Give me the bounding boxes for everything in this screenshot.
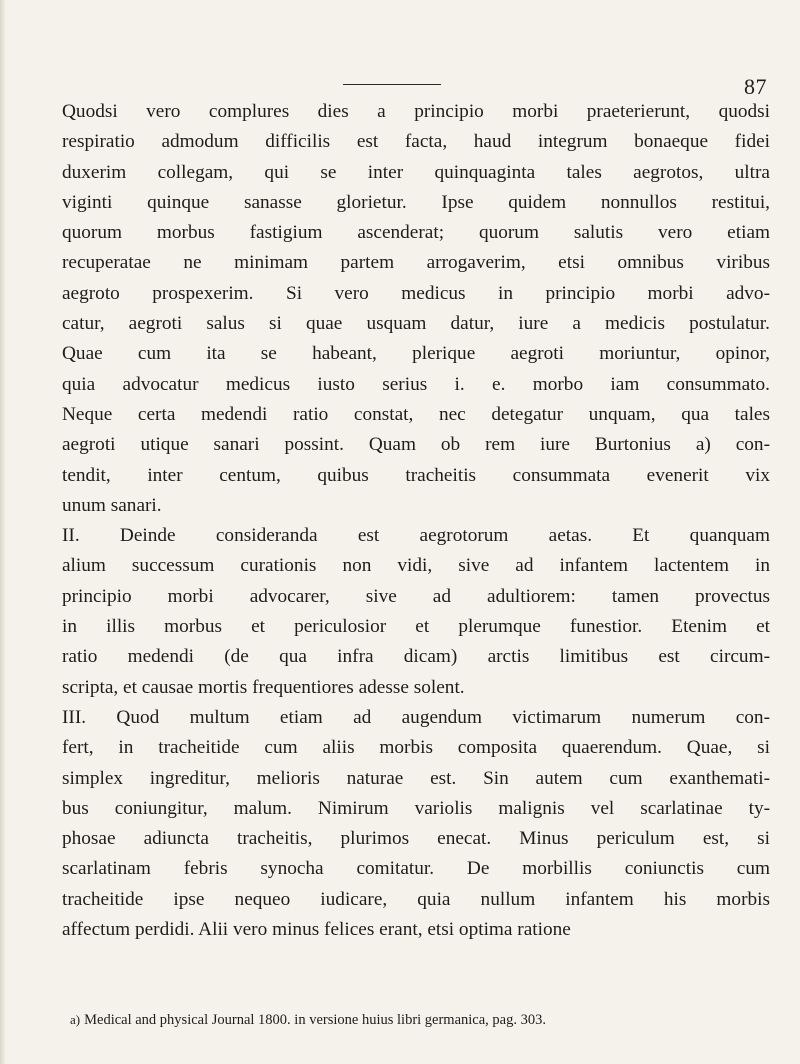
text-line: Quae cum ita se habeant, plerique aegroti moriuntur, opinor, bbox=[62, 343, 770, 365]
text-line: simplex ingreditur, melioris naturae est. Sin autem cum exanthemati- bbox=[62, 767, 770, 789]
paragraph bbox=[62, 521, 770, 703]
page-gutter-shadow bbox=[0, 0, 6, 1064]
body-text bbox=[62, 97, 770, 945]
text-line: ratio medendi (de qua infra dicam) arctis limitibus est circum- bbox=[62, 646, 770, 668]
text-line: viginti quinque sanasse glorietur. Ipse quidem nonnullos restitui, bbox=[62, 191, 770, 213]
text-line: in illis morbus et periculosior et plerumque funestior. Etenim et bbox=[62, 616, 770, 638]
text-line: alium successum curationis non vidi, sive ad infantem lactentem in bbox=[62, 555, 770, 577]
text-line: catur, aegroti salus si quae usquam datur, iure a medicis postulatur. bbox=[62, 313, 770, 335]
text-line: principio morbi advocarer, sive ad adultiorem: tamen provectus bbox=[62, 585, 770, 607]
text-line: phosae adiuncta tracheitis, plurimos enecat. Minus periculum est, si bbox=[62, 828, 770, 850]
text-line: duxerim collegam, qui se inter quinquaginta tales aegrotos, ultra bbox=[62, 161, 770, 183]
text-line: tendit, inter centum, quibus tracheitis consummata evenerit vix bbox=[62, 464, 770, 486]
text-line: II. Deinde consideranda est aegrotorum aetas. Et quanquam bbox=[62, 525, 770, 547]
text-line: affectum perdidi. Alii vero minus felices erant, etsi optima ratione bbox=[62, 919, 571, 941]
text-line: respiratio admodum difficilis est facta, haud integrum bonaeque fidei bbox=[62, 131, 770, 153]
text-line: tracheitide ipse nequeo iudicare, quia nullum infantem his morbis bbox=[62, 888, 770, 910]
text-line: quorum morbus fastigium ascenderat; quorum salutis vero etiam bbox=[62, 222, 770, 244]
footnote-text: Medical and physical Journal 1800. in versione huius libri germanica, pag. 303. bbox=[84, 1012, 546, 1028]
footnote bbox=[70, 1010, 770, 1030]
text-line: III. Quod multum etiam ad augendum victimarum numerum con- bbox=[62, 706, 770, 728]
text-line: bus coniungitur, malum. Nimirum variolis malignis vel scarlatinae ty- bbox=[62, 797, 770, 819]
text-line: aegroto prospexerim. Si vero medicus in principio morbi advo- bbox=[62, 282, 770, 304]
text-line: fert, in tracheitide cum aliis morbis composita quaerendum. Quae, si bbox=[62, 737, 770, 759]
text-line: recuperatae ne minimam partem arrogaverim, etsi omnibus viribus bbox=[62, 252, 770, 274]
header-rule bbox=[343, 84, 441, 85]
text-line: Neque certa medendi ratio constat, nec detegatur unquam, qua tales bbox=[62, 403, 770, 425]
text-line: scripta, et causae mortis frequentiores adesse solent. bbox=[62, 676, 465, 698]
text-line: aegroti utique sanari possint. Quam ob rem iure Burtonius a) con- bbox=[62, 434, 770, 456]
text-line: Quodsi vero complures dies a principio morbi praeterierunt, quodsi bbox=[62, 101, 770, 122]
paragraph bbox=[62, 703, 770, 945]
text-line: scarlatinam febris synocha comitatur. De morbillis coniunctis cum bbox=[62, 858, 770, 880]
text-line: quia advocatur medicus iusto serius i. e. morbo iam consummato. bbox=[62, 373, 770, 395]
page-number: 87 bbox=[744, 74, 767, 99]
text-line: unum sanari. bbox=[62, 494, 162, 516]
footnote-mark: a) bbox=[70, 1012, 81, 1027]
paragraph bbox=[62, 97, 770, 521]
